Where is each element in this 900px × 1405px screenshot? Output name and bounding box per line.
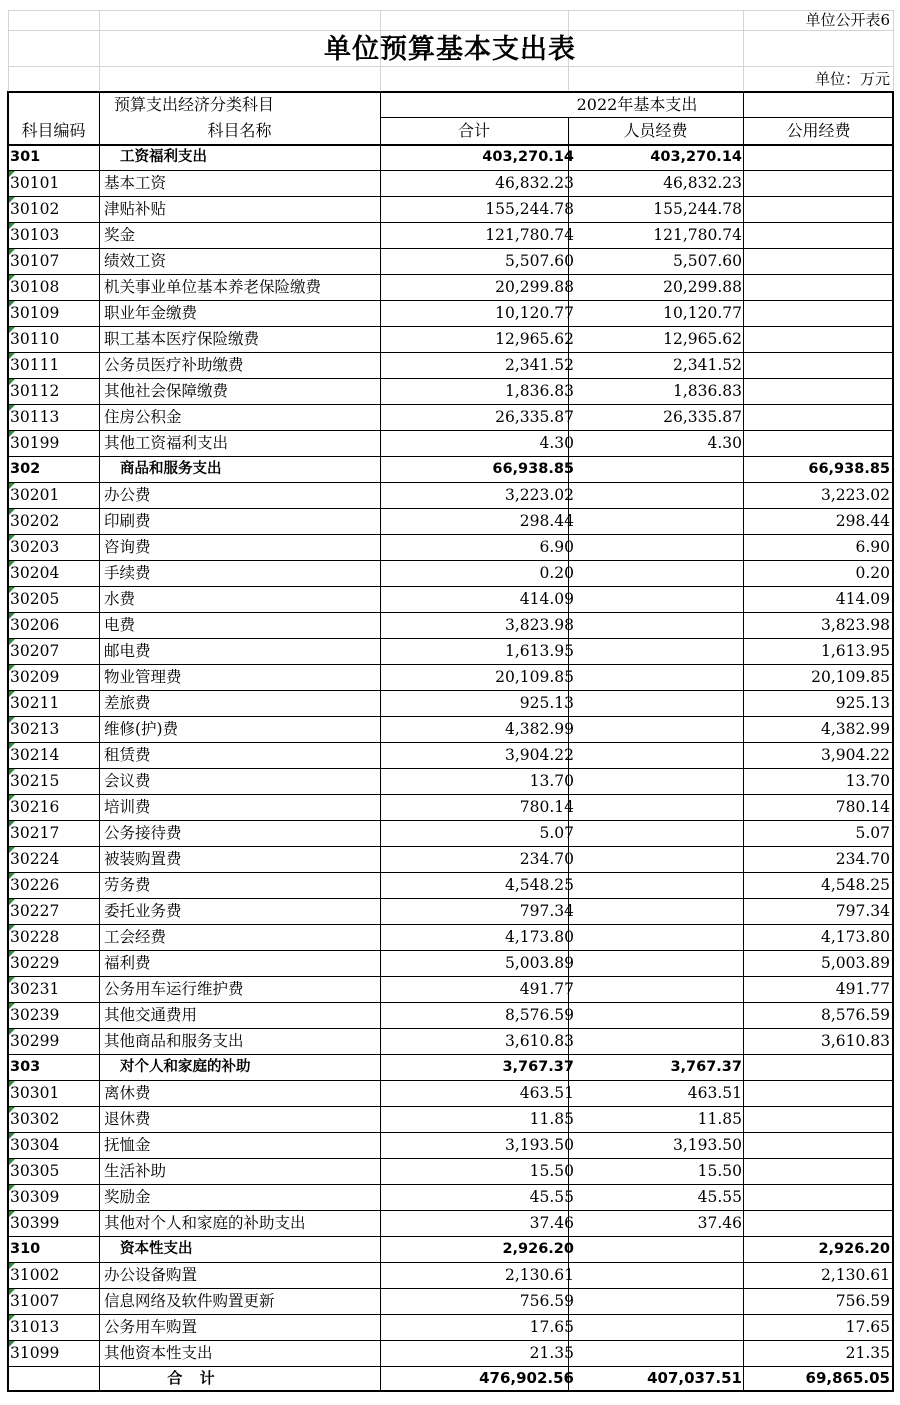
table-row [8, 951, 894, 977]
row-public [744, 1211, 890, 1236]
header-name: 科目名称 [207, 121, 272, 140]
row-public: 3,610.83 [820, 1032, 890, 1050]
row-public [744, 431, 890, 456]
table-row [8, 717, 894, 743]
row-public: 2,130.61 [820, 1266, 890, 1284]
row-public: 3,904.22 [820, 746, 890, 764]
row-public: 298.44 [835, 512, 890, 530]
row-name: 办公费 [104, 486, 151, 504]
row-public [744, 1081, 890, 1106]
row-name: 其他对个人和家庭的补助支出 [104, 1214, 306, 1232]
row-code: 30217 [10, 824, 60, 842]
row-personnel [570, 769, 742, 794]
table-row [8, 847, 894, 873]
totals-row [8, 1365, 894, 1391]
row-code: 30229 [10, 954, 60, 972]
row-name: 工资福利支出 [120, 149, 207, 165]
table-row [8, 509, 894, 535]
row-public: 3,823.98 [820, 616, 890, 634]
table-row [8, 379, 894, 405]
header-personnel: 人员经费 [623, 121, 688, 140]
row-personnel [570, 743, 742, 768]
table-row [8, 483, 894, 509]
row-public: 6.90 [855, 538, 890, 556]
row-public: 414.09 [835, 590, 890, 608]
row-code: 30216 [10, 798, 60, 816]
row-name: 职业年金缴费 [104, 304, 198, 322]
row-code: 30101 [10, 174, 60, 192]
table-row [8, 561, 894, 587]
row-total: 12,965.62 [495, 330, 574, 348]
row-total: 45.55 [529, 1188, 574, 1206]
row-personnel: 26,335.87 [663, 408, 742, 426]
row-code: 30215 [10, 772, 60, 790]
row-code: 303 [10, 1059, 41, 1075]
row-personnel [570, 1237, 742, 1262]
row-total: 4,173.80 [504, 928, 574, 946]
row-personnel [570, 509, 742, 534]
row-public: 20,109.85 [811, 668, 890, 686]
row-code: 30214 [10, 746, 60, 764]
row-personnel: 1,836.83 [672, 382, 742, 400]
table-row [8, 795, 894, 821]
row-name: 离休费 [104, 1084, 151, 1102]
row-personnel: 3,193.50 [672, 1136, 742, 1154]
row-personnel [570, 639, 742, 664]
row-code: 30108 [10, 278, 60, 296]
table-row [8, 1133, 894, 1159]
row-total: 20,109.85 [495, 668, 574, 686]
row-name: 其他社会保障缴费 [104, 382, 229, 400]
row-personnel [570, 951, 742, 976]
header-econ-class: 预算支出经济分类科目 [113, 95, 274, 114]
row-code: 31013 [10, 1318, 60, 1336]
row-personnel: 10,120.77 [663, 304, 742, 322]
row-name: 劳务费 [104, 876, 151, 894]
row-total: 925.13 [519, 694, 574, 712]
row-code: 30209 [10, 668, 60, 686]
row-name: 奖励金 [104, 1188, 151, 1206]
row-total: 234.70 [519, 850, 574, 868]
row-personnel [570, 691, 742, 716]
table-row [8, 431, 894, 457]
table-row [8, 587, 894, 613]
row-personnel: 4.30 [707, 434, 742, 452]
row-personnel: 11.85 [697, 1110, 742, 1128]
row-total: 5,507.60 [504, 252, 574, 270]
row-public: 756.59 [835, 1292, 890, 1310]
table-row [8, 1263, 894, 1289]
row-code: 30231 [10, 980, 60, 998]
row-public [744, 1185, 890, 1210]
row-name: 对个人和家庭的补助 [120, 1059, 251, 1075]
header-year: 2022年基本支出 [576, 95, 698, 114]
row-code: 30239 [10, 1006, 60, 1024]
table-row [8, 1185, 894, 1211]
table-row [8, 899, 894, 925]
row-code: 30205 [10, 590, 60, 608]
row-code: 30224 [10, 850, 60, 868]
header-code: 科目编码 [21, 121, 86, 140]
row-code: 30206 [10, 616, 60, 634]
table-row [8, 1081, 894, 1107]
row-public: 8,576.59 [820, 1006, 890, 1024]
row-public [744, 145, 890, 170]
row-personnel: 12,965.62 [663, 330, 742, 348]
row-name: 委托业务费 [104, 902, 182, 920]
row-personnel [570, 1315, 742, 1340]
row-public [744, 301, 890, 326]
row-total: 797.34 [519, 902, 574, 920]
table-row [8, 613, 894, 639]
row-total: 17.65 [529, 1318, 574, 1336]
header-public: 公用经费 [786, 121, 851, 140]
totals-label: 合 计 [167, 1369, 221, 1387]
row-code: 30302 [10, 1110, 60, 1128]
row-total: 10,120.77 [495, 304, 574, 322]
row-name: 商品和服务支出 [120, 461, 222, 477]
row-code: 30202 [10, 512, 60, 530]
table-row [8, 1211, 894, 1237]
row-public: 491.77 [835, 980, 890, 998]
row-public [744, 1055, 890, 1080]
row-name: 其他交通费用 [104, 1006, 198, 1024]
row-public: 925.13 [835, 694, 890, 712]
row-name: 资本性支出 [120, 1241, 193, 1257]
table-row [8, 1341, 894, 1367]
table-row [8, 769, 894, 795]
table-row [8, 1315, 894, 1341]
row-total: 2,130.61 [504, 1266, 574, 1284]
row-personnel: 20,299.88 [663, 278, 742, 296]
table-row [8, 223, 894, 249]
row-code: 31099 [10, 1344, 60, 1362]
row-public [744, 353, 890, 378]
row-total: 20,299.88 [495, 278, 574, 296]
page-title: 单位预算基本支出表 [324, 34, 576, 65]
table-row [8, 821, 894, 847]
row-public: 234.70 [835, 850, 890, 868]
row-public: 4,548.25 [820, 876, 890, 894]
row-name: 工会经费 [104, 928, 167, 946]
row-total: 21.35 [529, 1344, 574, 1362]
row-total: 4.30 [539, 434, 574, 452]
table-row [8, 249, 894, 275]
row-name: 信息网络及软件购置更新 [104, 1292, 275, 1310]
row-name: 培训费 [104, 798, 151, 816]
row-total: 3,223.02 [504, 486, 574, 504]
row-name: 公务接待费 [104, 824, 182, 842]
row-name: 被装购置费 [104, 850, 182, 868]
row-code: 310 [10, 1241, 41, 1257]
totals-public: 69,865.05 [805, 1369, 890, 1387]
row-code: 30304 [10, 1136, 60, 1154]
row-total: 463.51 [519, 1084, 574, 1102]
row-personnel [570, 899, 742, 924]
row-total: 13.70 [529, 772, 574, 790]
table-row [8, 197, 894, 223]
row-public: 21.35 [845, 1344, 890, 1362]
row-name: 印刷费 [104, 512, 151, 530]
row-name: 维修(护)费 [104, 720, 179, 738]
row-name: 退休费 [104, 1110, 151, 1128]
row-personnel [570, 1263, 742, 1288]
row-personnel [570, 587, 742, 612]
row-public: 0.20 [855, 564, 890, 582]
row-personnel: 5,507.60 [672, 252, 742, 270]
row-code: 30203 [10, 538, 60, 556]
row-personnel: 37.46 [697, 1214, 742, 1232]
row-code: 30227 [10, 902, 60, 920]
row-code: 30201 [10, 486, 60, 504]
row-total: 5.07 [539, 824, 574, 842]
row-public [744, 405, 890, 430]
row-name: 邮电费 [104, 642, 151, 660]
row-name: 奖金 [104, 226, 136, 244]
row-personnel [570, 795, 742, 820]
table-row [8, 327, 894, 353]
row-total: 0.20 [539, 564, 574, 582]
row-name: 其他商品和服务支出 [104, 1032, 244, 1050]
row-public [744, 197, 890, 222]
row-public: 13.70 [845, 772, 890, 790]
row-total: 403,270.14 [482, 149, 574, 165]
row-total: 66,938.85 [492, 461, 574, 477]
row-code: 30211 [10, 694, 60, 712]
table-row [8, 691, 894, 717]
row-name: 津贴补贴 [104, 200, 167, 218]
category-row [8, 1055, 894, 1081]
row-public [744, 379, 890, 404]
row-personnel: 121,780.74 [653, 226, 742, 244]
row-total: 46,832.23 [495, 174, 574, 192]
row-code: 30103 [10, 226, 60, 244]
row-public [744, 171, 890, 196]
row-name: 基本工资 [104, 174, 167, 192]
row-personnel: 45.55 [697, 1188, 742, 1206]
row-total: 11.85 [529, 1110, 574, 1128]
row-personnel [570, 873, 742, 898]
table-row [8, 171, 894, 197]
category-row [8, 1237, 894, 1263]
row-personnel [570, 977, 742, 1002]
unit-label: 单位：万元 [814, 70, 890, 88]
row-personnel: 2,341.52 [672, 356, 742, 374]
row-personnel: 46,832.23 [663, 174, 742, 192]
row-name: 电费 [104, 616, 136, 634]
row-personnel [570, 1003, 742, 1028]
table-row [8, 665, 894, 691]
row-name: 租赁费 [104, 746, 151, 764]
row-personnel [570, 457, 742, 482]
row-total: 3,193.50 [504, 1136, 574, 1154]
row-code: 31002 [10, 1266, 60, 1284]
row-total: 5,003.89 [504, 954, 574, 972]
row-code: 30309 [10, 1188, 60, 1206]
row-code: 30199 [10, 434, 60, 452]
table-row [8, 275, 894, 301]
row-code: 30112 [10, 382, 60, 400]
row-total: 15.50 [529, 1162, 574, 1180]
row-total: 3,823.98 [504, 616, 574, 634]
row-name: 公务用车购置 [104, 1318, 198, 1336]
row-personnel [570, 847, 742, 872]
row-code: 30204 [10, 564, 60, 582]
row-name: 住房公积金 [104, 408, 182, 426]
row-total: 8,576.59 [504, 1006, 574, 1024]
row-public: 3,223.02 [820, 486, 890, 504]
row-personnel [570, 483, 742, 508]
table-row [8, 1289, 894, 1315]
row-public: 1,613.95 [820, 642, 890, 660]
row-total: 3,610.83 [504, 1032, 574, 1050]
row-code: 30299 [10, 1032, 60, 1050]
sheet-tag: 单位公开表6 [805, 11, 890, 29]
row-name: 会议费 [104, 772, 151, 790]
row-code: 30110 [10, 330, 60, 348]
row-name: 其他资本性支出 [104, 1344, 213, 1362]
table-row [8, 1107, 894, 1133]
row-code: 31007 [10, 1292, 60, 1310]
row-code: 30213 [10, 720, 60, 738]
table-row [8, 353, 894, 379]
totals-personnel: 407,037.51 [647, 1369, 742, 1387]
row-personnel [570, 821, 742, 846]
row-personnel [570, 1341, 742, 1366]
table-row [8, 743, 894, 769]
row-name: 职工基本医疗保险缴费 [104, 330, 260, 348]
row-total: 2,926.20 [502, 1241, 574, 1257]
row-personnel [570, 925, 742, 950]
row-total: 491.77 [519, 980, 574, 998]
row-total: 26,335.87 [495, 408, 574, 426]
row-code: 30305 [10, 1162, 60, 1180]
table-row [8, 535, 894, 561]
row-name: 抚恤金 [104, 1136, 151, 1154]
row-total: 4,382.99 [504, 720, 574, 738]
row-code: 30113 [10, 408, 60, 426]
row-public: 4,173.80 [820, 928, 890, 946]
row-public [744, 223, 890, 248]
row-total: 1,613.95 [504, 642, 574, 660]
row-public [744, 1159, 890, 1184]
row-code: 30102 [10, 200, 60, 218]
row-name: 绩效工资 [104, 252, 167, 270]
row-name: 差旅费 [104, 694, 151, 712]
row-code: 30228 [10, 928, 60, 946]
row-public [744, 249, 890, 274]
row-personnel [570, 535, 742, 560]
table-row [8, 405, 894, 431]
row-code: 30399 [10, 1214, 60, 1232]
row-code: 30226 [10, 876, 60, 894]
row-personnel: 403,270.14 [650, 149, 742, 165]
row-name: 水费 [104, 590, 136, 608]
row-personnel [570, 1289, 742, 1314]
row-public: 797.34 [835, 902, 890, 920]
table-row [8, 301, 894, 327]
row-code: 301 [10, 149, 41, 165]
row-public [744, 275, 890, 300]
row-name: 咨询费 [104, 538, 151, 556]
row-personnel: 15.50 [697, 1162, 742, 1180]
table-row [8, 873, 894, 899]
row-public: 66,938.85 [808, 461, 890, 477]
row-total: 1,836.83 [504, 382, 574, 400]
row-public: 2,926.20 [818, 1241, 890, 1257]
totals-total: 476,902.56 [479, 1369, 574, 1387]
table-row [8, 1003, 894, 1029]
category-row [8, 145, 894, 171]
row-total: 2,341.52 [504, 356, 574, 374]
row-name: 其他工资福利支出 [104, 434, 229, 452]
row-public: 17.65 [845, 1318, 890, 1336]
row-code: 30111 [10, 356, 60, 374]
row-total: 155,244.78 [485, 200, 574, 218]
row-name: 公务用车运行维护费 [104, 980, 244, 998]
row-total: 780.14 [519, 798, 574, 816]
row-name: 机关事业单位基本养老保险缴费 [104, 278, 322, 296]
row-total: 3,767.37 [502, 1059, 574, 1075]
row-name: 物业管理费 [104, 668, 182, 686]
row-public [744, 327, 890, 352]
row-total: 121,780.74 [485, 226, 574, 244]
row-name: 手续费 [104, 564, 151, 582]
row-personnel [570, 613, 742, 638]
row-public: 4,382.99 [820, 720, 890, 738]
row-public: 5,003.89 [820, 954, 890, 972]
row-code: 30301 [10, 1084, 60, 1102]
row-name: 福利费 [104, 954, 151, 972]
gridline [8, 10, 894, 11]
row-personnel [570, 561, 742, 586]
row-code: 30107 [10, 252, 60, 270]
table-row [8, 977, 894, 1003]
row-name: 生活补助 [104, 1162, 167, 1180]
row-total: 37.46 [529, 1214, 574, 1232]
row-public [744, 1107, 890, 1132]
row-code: 30109 [10, 304, 60, 322]
table-row [8, 1159, 894, 1185]
row-total: 298.44 [519, 512, 574, 530]
row-personnel: 3,767.37 [670, 1059, 742, 1075]
table-row [8, 925, 894, 951]
row-personnel [570, 717, 742, 742]
row-name: 办公设备购置 [104, 1266, 198, 1284]
row-code: 30207 [10, 642, 60, 660]
row-personnel [570, 665, 742, 690]
header-total: 合计 [457, 121, 490, 140]
row-public: 780.14 [835, 798, 890, 816]
row-public: 5.07 [855, 824, 890, 842]
category-row [8, 457, 894, 483]
row-total: 6.90 [539, 538, 574, 556]
table-row [8, 1029, 894, 1055]
row-personnel [570, 1029, 742, 1054]
row-total: 414.09 [519, 590, 574, 608]
row-code: 302 [10, 461, 41, 477]
row-personnel: 463.51 [687, 1084, 742, 1102]
table-row [8, 639, 894, 665]
row-total: 756.59 [519, 1292, 574, 1310]
row-name: 公务员医疗补助缴费 [104, 356, 244, 374]
row-public [744, 1133, 890, 1158]
row-total: 3,904.22 [504, 746, 574, 764]
row-total: 4,548.25 [504, 876, 574, 894]
row-personnel: 155,244.78 [653, 200, 742, 218]
